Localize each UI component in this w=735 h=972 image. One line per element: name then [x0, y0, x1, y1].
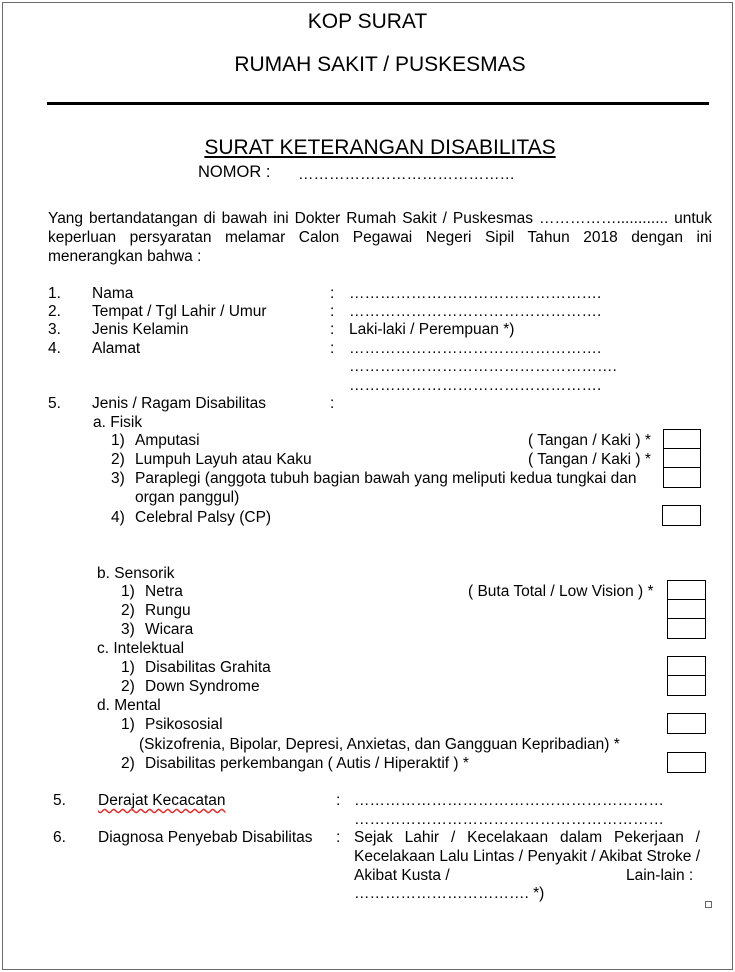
disability-type-label: Jenis / Ragam Disabilitas: [92, 395, 267, 412]
checkbox-disabilitas-grahita[interactable]: [667, 656, 706, 677]
field-colon: :: [336, 829, 341, 846]
field-label-ttl: Tempat / Tgl Lahir / Umur: [92, 303, 267, 320]
field-colon: :: [330, 340, 335, 357]
category-mental: d. Mental: [97, 697, 161, 714]
item-netra-note: ( Buta Total / Low Vision ) *: [468, 583, 654, 600]
field-colon: :: [330, 303, 335, 320]
nomor-value: ……………………………………: [298, 166, 515, 183]
header-divider: [47, 102, 709, 105]
checkbox-netra[interactable]: [667, 580, 706, 601]
item-paraplegi-line2: organ panggul): [135, 489, 240, 506]
field-value-ttl[interactable]: ………………………………………….: [349, 303, 602, 320]
item-celebral-palsy: Celebral Palsy (CP): [135, 509, 272, 526]
field-colon: :: [330, 285, 335, 302]
item-lumpuh-note: ( Tangan / Kaki ) *: [528, 451, 651, 468]
section-number: 5.: [48, 395, 61, 412]
checkbox-paraplegi[interactable]: [663, 467, 701, 488]
item-disabilitas-grahita: Disabilitas Grahita: [145, 659, 271, 676]
field-value-alamat[interactable]: ………………………………………….: [349, 340, 602, 357]
checkbox-disabilitas-perkembangan[interactable]: [667, 752, 706, 773]
derajat-value-line2[interactable]: ……………………………………………………: [354, 811, 664, 828]
field-colon: :: [330, 395, 335, 412]
item-number: 1): [111, 432, 125, 449]
field-value-gender[interactable]: Laki-laki / Perempuan *): [349, 321, 515, 338]
field-value-alamat-line3[interactable]: ………………………………………….: [349, 377, 602, 394]
item-number: 3): [111, 470, 125, 487]
item-rungu: Rungu: [145, 602, 191, 619]
item-number: 2): [121, 602, 135, 619]
item-number: 3): [121, 621, 135, 638]
checkbox-psikososial[interactable]: [667, 713, 706, 734]
field-value-nama[interactable]: ………………………………………….: [349, 285, 602, 302]
checkbox-amputasi[interactable]: [663, 429, 701, 450]
field-number: 3.: [48, 321, 61, 338]
item-number: 1): [121, 583, 135, 600]
item-number: 2): [121, 755, 135, 772]
item-amputasi-note: ( Tangan / Kaki ) *: [528, 432, 651, 449]
field-number: 4.: [48, 340, 61, 357]
field-number: 2.: [48, 303, 61, 320]
item-amputasi: Amputasi: [135, 432, 200, 449]
item-netra: Netra: [145, 583, 183, 600]
checkbox-rungu[interactable]: [667, 599, 706, 620]
checkbox-wicara[interactable]: [667, 618, 706, 639]
document-title: SURAT KETERANGAN DISABILITAS: [204, 136, 556, 159]
item-paraplegi: Paraplegi (anggota tubuh bagian bawah yang meliputi kedua tungkai dan: [135, 470, 637, 487]
field-colon: :: [336, 792, 341, 809]
nomor-label: NOMOR :: [198, 163, 271, 181]
item-number: 2): [121, 678, 135, 695]
field-label-alamat: Alamat: [92, 340, 141, 357]
item-disabilitas-perkembangan: Disabilitas perkembangan ( Autis / Hiperaktif ) *: [145, 755, 469, 772]
diagnosa-dots[interactable]: ……………………………. *): [354, 885, 545, 902]
category-intelektual: c. Intelektual: [97, 640, 185, 657]
item-psikososial: Psikososial: [145, 716, 223, 733]
section-number: 6.: [53, 829, 66, 846]
field-label-gender: Jenis Kelamin: [92, 321, 189, 338]
intro-paragraph: Yang bertandatangan di bawah ini Dokter Rumah Sakit / Puskesmas ……………............ untuk keperluan persyaratan melamar Calon Pegawai Negeri Sipil Tahun 2018 dengan ini menerangkan bahwa :: [48, 210, 712, 265]
category-fisik: a. Fisik: [93, 414, 143, 431]
item-wicara: Wicara: [145, 621, 194, 638]
item-number: 1): [121, 659, 135, 676]
checkbox-down-syndrome[interactable]: [667, 675, 706, 696]
derajat-kecacatan-label: Derajat Kecacatan: [98, 792, 226, 809]
section-number: 5.: [53, 792, 66, 809]
diagnosa-options: Sejak Lahir / Kecelakaan dalam Pekerjaan / Kecelakaan Lalu Lintas / Penyakit / Akibat Stroke / Akibat Kusta /: [354, 829, 700, 884]
kop-surat-heading: KOP SURAT: [307, 10, 428, 33]
field-colon: :: [330, 321, 335, 338]
paragraph-mark-icon: [705, 901, 712, 908]
item-down-syndrome: Down Syndrome: [145, 678, 260, 695]
field-number: 1.: [48, 285, 61, 302]
diagnosa-label: Diagnosa Penyebab Disabilitas: [98, 829, 313, 846]
item-psikososial-detail: (Skizofrenia, Bipolar, Depresi, Anxietas, dan Gangguan Kepribadian) *: [139, 736, 620, 753]
derajat-value-line1[interactable]: ……………………………………………………: [354, 792, 664, 809]
category-sensorik: b. Sensorik: [97, 565, 175, 582]
diagnosa-lain-lain: Lain-lain :: [626, 867, 694, 884]
checkbox-celebral-palsy[interactable]: [662, 505, 701, 526]
item-number: 4): [111, 509, 125, 526]
field-value-alamat-line2[interactable]: …………………………………………….: [349, 358, 617, 375]
institution-heading: RUMAH SAKIT / PUSKESMAS: [234, 53, 526, 76]
field-label-nama: Nama: [92, 285, 134, 302]
checkbox-lumpuh-layuh[interactable]: [663, 448, 701, 469]
item-number: 1): [121, 716, 135, 733]
item-number: 2): [111, 451, 125, 468]
item-lumpuh-layuh: Lumpuh Layuh atau Kaku: [135, 451, 312, 468]
